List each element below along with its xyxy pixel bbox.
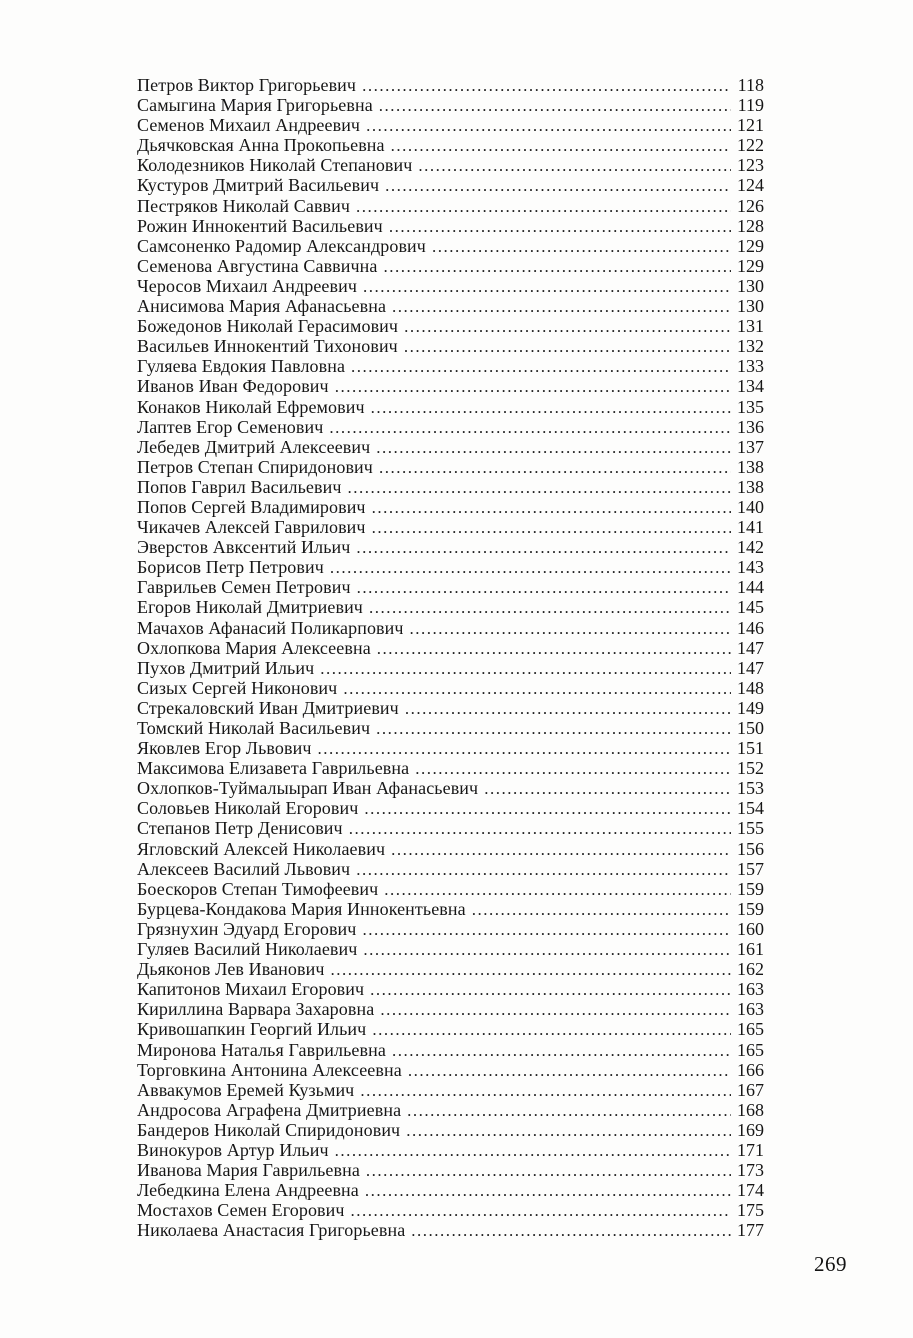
entry-page-number: 147 (737, 657, 764, 678)
dot-leader (418, 155, 731, 176)
toc-entry (137, 879, 764, 899)
dot-leader (379, 457, 731, 478)
toc-entry (137, 839, 764, 859)
dot-leader (371, 397, 731, 418)
toc-entry (137, 618, 764, 638)
entry-page-number: 134 (737, 376, 764, 397)
dot-leader (362, 919, 731, 940)
toc-entry (137, 1220, 764, 1240)
toc-entry (137, 256, 764, 276)
entry-page-number: 144 (737, 577, 764, 598)
entry-name: Николаева Анастасия Григорьевна (137, 1220, 406, 1241)
entry-name: Дьячковская Анна Прокопьевна (137, 135, 385, 156)
dot-leader (330, 557, 731, 578)
entry-page-number: 118 (737, 75, 764, 95)
toc-entry (137, 1120, 764, 1140)
entry-name: Гаврильев Семен Петрович (137, 577, 351, 598)
dot-leader (370, 979, 731, 1000)
entry-name: Степанов Петр Денисович (137, 818, 343, 839)
toc-entry (137, 1160, 764, 1180)
dot-leader (329, 417, 731, 438)
entry-page-number: 153 (737, 778, 764, 799)
entry-page-number: 173 (737, 1160, 764, 1181)
entry-name: Попов Сергей Владимирович (137, 496, 366, 517)
toc-entry (137, 557, 764, 577)
entry-page-number: 126 (737, 195, 764, 216)
entry-name: Лаптев Егор Семенович (137, 416, 324, 437)
entry-page-number: 167 (737, 1079, 764, 1100)
dot-leader (391, 135, 731, 156)
entry-name: Торговкина Антонина Алексеевна (137, 1059, 402, 1080)
toc-entry (137, 175, 764, 195)
toc-entry (137, 356, 764, 376)
toc-entry (137, 196, 764, 216)
toc-entry (137, 75, 764, 95)
entry-page-number: 140 (737, 496, 764, 517)
entry-page-number: 171 (737, 1139, 764, 1160)
entry-name: Бурцева-Кондакова Мария Иннокентьевна (137, 898, 466, 919)
toc-entry (137, 216, 764, 236)
toc-entry (137, 135, 764, 155)
dot-leader (411, 1220, 731, 1241)
dot-leader (347, 477, 731, 498)
dot-leader (391, 839, 731, 860)
dot-leader (372, 517, 731, 538)
dot-leader (432, 236, 731, 257)
dot-leader (356, 859, 731, 880)
toc-entry (137, 437, 764, 457)
entry-page-number: 162 (737, 959, 764, 980)
dot-leader (343, 678, 731, 699)
dot-leader (383, 256, 731, 277)
entry-name: Самсоненко Радомир Александрович (137, 235, 426, 256)
entry-name: Семенов Михаил Андреевич (137, 115, 361, 136)
toc-entry (137, 899, 764, 919)
entry-page-number: 123 (737, 155, 764, 176)
entry-page-number: 159 (737, 898, 764, 919)
entry-name: Кустуров Дмитрий Васильевич (137, 175, 380, 196)
dot-leader (410, 618, 731, 639)
dot-leader (349, 818, 731, 839)
entry-name: Миронова Наталья Гаврильевна (137, 1039, 386, 1060)
toc-entry (137, 678, 764, 698)
entry-name: Гуляева Евдокия Павловна (137, 356, 346, 377)
toc-entry (137, 758, 764, 778)
entry-name: Максимова Елизавета Гаврильевна (137, 758, 410, 779)
entry-page-number: 152 (737, 758, 764, 779)
dot-leader (366, 115, 731, 136)
entry-name: Егоров Николай Дмитриевич (137, 597, 363, 618)
entry-page-number: 166 (737, 1059, 764, 1080)
dot-leader (351, 1200, 731, 1221)
entry-name: Стрекаловский Иван Дмитриевич (137, 697, 399, 718)
dot-leader (357, 577, 731, 598)
entry-name: Кириллина Варвара Захаровна (137, 999, 375, 1020)
toc-entry (137, 1080, 764, 1100)
dot-leader (335, 1140, 731, 1161)
toc-entry (137, 457, 764, 477)
entry-page-number: 128 (737, 215, 764, 236)
toc-entry (137, 417, 764, 437)
toc-entry (137, 1140, 764, 1160)
entry-page-number: 165 (737, 1039, 764, 1060)
entry-page-number: 131 (737, 316, 764, 337)
dot-leader (365, 1180, 731, 1201)
toc-entry (137, 1040, 764, 1060)
entry-page-number: 129 (737, 255, 764, 276)
dot-leader (384, 879, 731, 900)
entry-name: Бандеров Николай Спиридонович (137, 1119, 401, 1140)
entry-page-number: 138 (737, 456, 764, 477)
toc-entry (137, 1200, 764, 1220)
entry-page-number: 129 (737, 235, 764, 256)
toc-entry (137, 818, 764, 838)
dot-leader (356, 196, 731, 217)
entry-page-number: 157 (737, 858, 764, 879)
entry-name: Божедонов Николай Герасимович (137, 316, 399, 337)
entry-page-number: 159 (737, 878, 764, 899)
entry-name: Охлопков-Туймалыырап Иван Афанасьевич (137, 778, 479, 799)
toc-entry (137, 397, 764, 417)
toc-entry (137, 537, 764, 557)
dot-leader (377, 638, 731, 659)
dot-leader (385, 175, 731, 196)
entry-name: Борисов Петр Петрович (137, 557, 324, 578)
entry-name: Самыгина Мария Григорьевна (137, 95, 373, 116)
entry-name: Попов Гаврил Васильевич (137, 476, 342, 497)
entry-name: Колодезников Николай Степанович (137, 155, 413, 176)
toc-entry (137, 316, 764, 336)
toc-list (137, 75, 764, 1240)
entry-name: Пестряков Николай Саввич (137, 195, 351, 216)
entry-page-number: 160 (737, 918, 764, 939)
dot-leader (404, 336, 731, 357)
dot-leader (363, 939, 731, 960)
entry-name: Грязнухин Эдуард Егорович (137, 918, 357, 939)
toc-entry (137, 1060, 764, 1080)
dot-leader (380, 999, 731, 1020)
toc-entry (137, 336, 764, 356)
toc-entry (137, 577, 764, 597)
dot-leader (404, 316, 731, 337)
entry-page-number: 133 (737, 356, 764, 377)
entry-name: Сизых Сергей Никонович (137, 677, 338, 698)
dot-leader (372, 497, 731, 518)
entry-page-number: 177 (737, 1220, 764, 1241)
entry-page-number: 155 (737, 818, 764, 839)
entry-page-number: 138 (737, 476, 764, 497)
toc-entry (137, 236, 764, 256)
entry-page-number: 135 (737, 396, 764, 417)
toc-entry (137, 1180, 764, 1200)
entry-name: Пухов Дмитрий Ильич (137, 657, 315, 678)
entry-name: Ягловский Алексей Николаевич (137, 838, 386, 859)
entry-name: Винокуров Артур Ильич (137, 1139, 329, 1160)
entry-name: Андросова Аграфена Дмитриевна (137, 1099, 402, 1120)
toc-entry (137, 798, 764, 818)
dot-leader (405, 698, 731, 719)
entry-page-number: 174 (737, 1180, 764, 1201)
entry-name: Конаков Николай Ефремович (137, 396, 365, 417)
toc-entry (137, 939, 764, 959)
entry-name: Лебедев Дмитрий Алексеевич (137, 436, 371, 457)
dot-leader (363, 276, 731, 297)
dot-leader (372, 1019, 731, 1040)
toc-entry (137, 738, 764, 758)
entry-page-number: 136 (737, 416, 764, 437)
toc-entry (137, 859, 764, 879)
entry-name: Мостахов Семен Егорович (137, 1200, 345, 1221)
entry-page-number: 142 (737, 537, 764, 558)
entry-page-number: 121 (737, 115, 764, 136)
toc-entry (137, 95, 764, 115)
entry-name: Иванов Иван Федорович (137, 376, 329, 397)
toc-entry (137, 155, 764, 175)
entry-page-number: 161 (737, 939, 764, 960)
dot-leader (320, 658, 731, 679)
dot-leader (379, 95, 731, 116)
entry-page-number: 130 (737, 275, 764, 296)
toc-entry (137, 1100, 764, 1120)
toc-entry (137, 718, 764, 738)
toc-entry (137, 477, 764, 497)
entry-page-number: 163 (737, 979, 764, 1000)
entry-name: Иванова Мария Гаврильевна (137, 1160, 360, 1181)
toc-entry (137, 658, 764, 678)
entry-page-number: 156 (737, 838, 764, 859)
dot-leader (360, 1080, 731, 1101)
dot-leader (335, 376, 731, 397)
entry-page-number: 122 (737, 135, 764, 156)
entry-page-number: 124 (737, 175, 764, 196)
entry-name: Дьяконов Лев Иванович (137, 959, 325, 980)
dot-leader (366, 1160, 731, 1181)
entry-page-number: 132 (737, 336, 764, 357)
entry-name: Алексеев Василий Львович (137, 858, 351, 879)
toc-entry (137, 276, 764, 296)
entry-page-number: 143 (737, 557, 764, 578)
entry-name: Эверстов Авксентий Ильич (137, 537, 351, 558)
toc-entry (137, 517, 764, 537)
toc-entry (137, 497, 764, 517)
entry-page-number: 119 (737, 95, 764, 116)
dot-leader (356, 537, 731, 558)
dot-leader (369, 597, 731, 618)
toc-entry (137, 376, 764, 396)
toc-entry (137, 778, 764, 798)
dot-leader (408, 1060, 731, 1081)
entry-page-number: 165 (737, 1019, 764, 1040)
entry-name: Лебедкина Елена Андреевна (137, 1180, 359, 1201)
entry-name: Соловьев Николай Егорович (137, 798, 359, 819)
entry-page-number: 137 (737, 436, 764, 457)
dot-leader (484, 778, 731, 799)
dot-leader (362, 75, 731, 96)
toc-entry (137, 115, 764, 135)
entry-name: Аввакумов Еремей Кузьмич (137, 1079, 355, 1100)
entry-name: Васильев Иннокентий Тихонович (137, 336, 398, 357)
dot-leader (317, 738, 731, 759)
entry-name: Чикачев Алексей Гаврилович (137, 517, 366, 538)
dot-leader (407, 1100, 731, 1121)
toc-entry (137, 296, 764, 316)
entry-name: Охлопкова Мария Алексеевна (137, 637, 371, 658)
entry-name: Томский Николай Васильевич (137, 718, 371, 738)
dot-leader (472, 899, 731, 920)
entry-name: Рожин Иннокентий Васильевич (137, 215, 383, 236)
entry-page-number: 175 (737, 1200, 764, 1221)
entry-page-number: 169 (737, 1119, 764, 1140)
entry-name: Гуляев Василий Николаевич (137, 939, 358, 960)
entry-page-number: 163 (737, 999, 764, 1020)
toc-entry (137, 919, 764, 939)
dot-leader (389, 216, 731, 237)
entry-page-number: 151 (737, 738, 764, 759)
entry-page-number: 141 (737, 517, 764, 538)
entry-page-number: 148 (737, 677, 764, 698)
dot-leader (364, 798, 731, 819)
entry-name: Петров Степан Спиридонович (137, 456, 373, 477)
toc-entry (137, 959, 764, 979)
entry-page-number: 149 (737, 697, 764, 718)
toc-entry (137, 1019, 764, 1039)
entry-name: Черосов Михаил Андреевич (137, 275, 357, 296)
toc-entry (137, 638, 764, 658)
entry-name: Боескоров Степан Тимофеевич (137, 878, 379, 899)
entry-page-number: 130 (737, 296, 764, 317)
entry-name: Яковлев Егор Львович (137, 738, 312, 759)
dot-leader (415, 758, 731, 779)
dot-leader (351, 356, 731, 377)
dot-leader (392, 296, 731, 317)
footer-page-number: 269 (814, 1252, 847, 1276)
dot-leader (376, 437, 731, 458)
entry-name: Петров Виктор Григорьевич (137, 75, 357, 95)
dot-leader (392, 1040, 731, 1061)
entry-name: Семенова Августина Саввична (137, 255, 378, 276)
toc-entry (137, 999, 764, 1019)
entry-page-number: 150 (737, 718, 764, 738)
entry-name: Анисимова Мария Афанасьевна (137, 296, 387, 317)
toc-entry (137, 979, 764, 999)
entry-page-number: 147 (737, 637, 764, 658)
dot-leader (406, 1120, 731, 1141)
entry-page-number: 146 (737, 617, 764, 638)
entry-page-number: 154 (737, 798, 764, 819)
dot-leader (376, 718, 731, 739)
entry-name: Капитонов Михаил Егорович (137, 979, 365, 1000)
toc-entry (137, 698, 764, 718)
dot-leader (330, 959, 731, 980)
entry-name: Кривошапкин Георгий Ильич (137, 1019, 367, 1040)
entry-name: Мачахов Афанасий Поликарпович (137, 617, 404, 638)
toc-entry (137, 597, 764, 617)
entry-page-number: 145 (737, 597, 764, 618)
entry-page-number: 168 (737, 1099, 764, 1120)
